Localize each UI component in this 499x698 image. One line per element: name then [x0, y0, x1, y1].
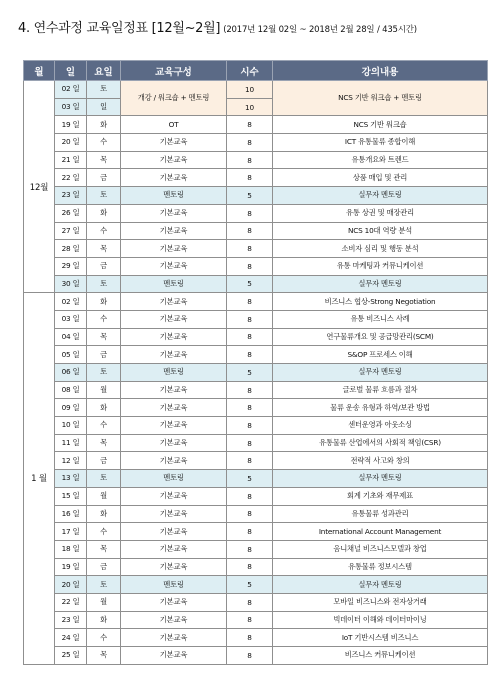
- topic-cell: 유통 상권 및 매장관리: [273, 204, 488, 222]
- topic-cell: 소비자 심리 및 행동 분석: [273, 240, 488, 258]
- table-row: [24, 593, 488, 611]
- composition-cell: 멘토링: [121, 275, 227, 293]
- composition-cell: 기본교육: [121, 134, 227, 152]
- composition-cell: 기본교육: [121, 169, 227, 187]
- composition-cell: 기본교육: [121, 629, 227, 647]
- composition-cell: 기본교육: [121, 222, 227, 240]
- hours-cell: 5: [227, 470, 273, 488]
- day-cell: 27 일: [55, 222, 87, 240]
- hours-cell: 8: [227, 151, 273, 169]
- day-cell: 24 일: [55, 629, 87, 647]
- topic-cell: 유통물류 성과관리: [273, 505, 488, 523]
- weekday-cell: 금: [87, 346, 121, 364]
- composition-cell: 기본교육: [121, 293, 227, 311]
- topic-cell: 비즈니스 협상-Strong Negotiation: [273, 293, 488, 311]
- weekday-cell: 목: [87, 151, 121, 169]
- composition-cell: 기본교육: [121, 593, 227, 611]
- hours-cell: 8: [227, 328, 273, 346]
- weekday-cell: 화: [87, 204, 121, 222]
- table-row: [24, 222, 488, 240]
- weekday-cell: 수: [87, 134, 121, 152]
- composition-cell: 기본교육: [121, 204, 227, 222]
- day-cell: 09 일: [55, 399, 87, 417]
- weekday-cell: 토: [87, 576, 121, 594]
- schedule-period: (2017년 12월 02일 ~ 2018년 2월 28일 / 435시간): [223, 25, 417, 35]
- hours-cell: 5: [227, 275, 273, 293]
- table-row: [24, 346, 488, 364]
- table-row: [24, 275, 488, 293]
- table-row: [24, 452, 488, 470]
- weekday-cell: 월: [87, 593, 121, 611]
- day-cell: 03 일: [55, 98, 87, 116]
- composition-cell: 기본교육: [121, 417, 227, 435]
- topic-cell: NCS 기반 워크숍 + 멘토링: [273, 81, 488, 116]
- table-row: [24, 417, 488, 435]
- weekday-cell: 토: [87, 470, 121, 488]
- hours-cell: 8: [227, 647, 273, 665]
- hours-cell: 8: [227, 452, 273, 470]
- header-hours: 시수: [227, 61, 273, 81]
- day-cell: 23 일: [55, 187, 87, 205]
- day-cell: 02 일: [55, 81, 87, 99]
- topic-cell: 전략적 사고와 창의: [273, 452, 488, 470]
- composition-cell: 멘토링: [121, 470, 227, 488]
- table-row: [24, 629, 488, 647]
- weekday-cell: 수: [87, 523, 121, 541]
- topic-cell: 옴니채널 비즈니스모델과 창업: [273, 540, 488, 558]
- hours-cell: 8: [227, 505, 273, 523]
- day-cell: 20 일: [55, 134, 87, 152]
- day-cell: 17 일: [55, 523, 87, 541]
- document-title: [18, 17, 488, 43]
- weekday-cell: 수: [87, 629, 121, 647]
- table-row: [24, 470, 488, 488]
- topic-cell: 실무자 멘토링: [273, 364, 488, 382]
- day-cell: 06 일: [55, 364, 87, 382]
- composition-cell: 멘토링: [121, 187, 227, 205]
- hours-cell: 8: [227, 169, 273, 187]
- topic-cell: 유통물류 산업에서의 사회적 책임(CSR): [273, 434, 488, 452]
- day-cell: 30 일: [55, 275, 87, 293]
- hours-cell: 5: [227, 364, 273, 382]
- day-cell: 19 일: [55, 116, 87, 134]
- hours-cell: 8: [227, 116, 273, 134]
- topic-cell: 실무자 멘토링: [273, 275, 488, 293]
- table-row: [24, 576, 488, 594]
- day-cell: 22 일: [55, 593, 87, 611]
- composition-cell: 기본교육: [121, 487, 227, 505]
- composition-cell: 기본교육: [121, 328, 227, 346]
- topic-cell: S&OP 프로세스 이해: [273, 346, 488, 364]
- day-cell: 02 일: [55, 293, 87, 311]
- weekday-cell: 일: [87, 98, 121, 116]
- day-cell: 20 일: [55, 576, 87, 594]
- table-row: [24, 151, 488, 169]
- topic-cell: 연구물류개요 및 공급망관리(SCM): [273, 328, 488, 346]
- topic-cell: NCS 기반 워크숍: [273, 116, 488, 134]
- hours-cell: 8: [227, 204, 273, 222]
- header-topic: 강의내용: [273, 61, 488, 81]
- day-cell: 05 일: [55, 346, 87, 364]
- weekday-cell: 월: [87, 487, 121, 505]
- day-cell: 13 일: [55, 470, 87, 488]
- hours-cell: 8: [227, 346, 273, 364]
- weekday-cell: 금: [87, 452, 121, 470]
- weekday-cell: 화: [87, 399, 121, 417]
- day-cell: 26 일: [55, 204, 87, 222]
- hours-cell: 8: [227, 540, 273, 558]
- table-row: [24, 169, 488, 187]
- hours-cell: 5: [227, 576, 273, 594]
- weekday-cell: 토: [87, 187, 121, 205]
- table-row: [24, 364, 488, 382]
- composition-cell: OT: [121, 116, 227, 134]
- hours-cell: 8: [227, 240, 273, 258]
- day-cell: 21 일: [55, 151, 87, 169]
- weekday-cell: 수: [87, 310, 121, 328]
- weekday-cell: 화: [87, 293, 121, 311]
- table-row: [24, 240, 488, 258]
- weekday-cell: 화: [87, 116, 121, 134]
- weekday-cell: 화: [87, 611, 121, 629]
- composition-cell: 기본교육: [121, 647, 227, 665]
- composition-cell: 기본교육: [121, 399, 227, 417]
- day-cell: 28 일: [55, 240, 87, 258]
- day-cell: 22 일: [55, 169, 87, 187]
- hours-cell: 8: [227, 381, 273, 399]
- table-header-row: [24, 61, 488, 81]
- table-row: [24, 611, 488, 629]
- topic-cell: 빅데이터 이해와 데이터마이닝: [273, 611, 488, 629]
- topic-cell: 물류 운송 유형과 하역/보관 방법: [273, 399, 488, 417]
- topic-cell: 센터운영과 아웃소싱: [273, 417, 488, 435]
- weekday-cell: 금: [87, 558, 121, 576]
- weekday-cell: 목: [87, 328, 121, 346]
- day-cell: 11 일: [55, 434, 87, 452]
- topic-cell: 실무자 멘토링: [273, 187, 488, 205]
- composition-cell: 기본교육: [121, 151, 227, 169]
- topic-cell: International Account Management: [273, 523, 488, 541]
- hours-cell: 8: [227, 257, 273, 275]
- schedule-title: 4. 연수과정 교육일정표 [12월~2월]: [18, 21, 221, 36]
- day-cell: 29 일: [55, 257, 87, 275]
- day-cell: 18 일: [55, 540, 87, 558]
- day-cell: 04 일: [55, 328, 87, 346]
- hours-cell: 8: [227, 222, 273, 240]
- table-row: [24, 381, 488, 399]
- day-cell: 08 일: [55, 381, 87, 399]
- day-cell: 19 일: [55, 558, 87, 576]
- weekday-cell: 목: [87, 240, 121, 258]
- day-cell: 23 일: [55, 611, 87, 629]
- header-composition: 교육구성: [121, 61, 227, 81]
- table-row: [24, 540, 488, 558]
- weekday-cell: 토: [87, 81, 121, 99]
- topic-cell: 비즈니스 커뮤니케이션: [273, 647, 488, 665]
- header-day: 일: [55, 61, 87, 81]
- topic-cell: 상품 매입 및 관리: [273, 169, 488, 187]
- topic-cell: 회계 기초와 재무제표: [273, 487, 488, 505]
- weekday-cell: 수: [87, 222, 121, 240]
- hours-cell: 8: [227, 434, 273, 452]
- table-row: [24, 328, 488, 346]
- topic-cell: 글로벌 물류 흐름과 절차: [273, 381, 488, 399]
- month-cell: 1 월: [24, 293, 55, 664]
- topic-cell: 모바일 비즈니스와 전자상거래: [273, 593, 488, 611]
- hours-cell: 8: [227, 629, 273, 647]
- composition-cell: 멘토링: [121, 364, 227, 382]
- hours-cell: 8: [227, 310, 273, 328]
- weekday-cell: 화: [87, 505, 121, 523]
- weekday-cell: 금: [87, 169, 121, 187]
- hours-cell: 8: [227, 399, 273, 417]
- month-cell: 12월: [24, 81, 55, 293]
- composition-cell: 기본교육: [121, 310, 227, 328]
- day-cell: 10 일: [55, 417, 87, 435]
- composition-cell: 개강 / 워크숍 + 멘토링: [121, 81, 227, 116]
- hours-cell: 8: [227, 417, 273, 435]
- topic-cell: NCS 10대 역량 분석: [273, 222, 488, 240]
- topic-cell: 유통 비즈니스 사례: [273, 310, 488, 328]
- table-row: [24, 523, 488, 541]
- hours-cell: 10: [227, 81, 273, 99]
- composition-cell: 기본교육: [121, 346, 227, 364]
- table-row: [24, 187, 488, 205]
- hours-cell: 5: [227, 187, 273, 205]
- composition-cell: 기본교육: [121, 540, 227, 558]
- hours-cell: 8: [227, 293, 273, 311]
- composition-cell: 기본교육: [121, 611, 227, 629]
- day-cell: 12 일: [55, 452, 87, 470]
- table-row: [24, 487, 488, 505]
- header-weekday: 요일: [87, 61, 121, 81]
- composition-cell: 기본교육: [121, 434, 227, 452]
- weekday-cell: 목: [87, 434, 121, 452]
- topic-cell: 실무자 멘토링: [273, 576, 488, 594]
- table-row: [24, 257, 488, 275]
- hours-cell: 8: [227, 487, 273, 505]
- composition-cell: 멘토링: [121, 576, 227, 594]
- composition-cell: 기본교육: [121, 381, 227, 399]
- table-row: [24, 116, 488, 134]
- table-row: [24, 134, 488, 152]
- hours-cell: 8: [227, 593, 273, 611]
- table-row: [24, 505, 488, 523]
- composition-cell: 기본교육: [121, 240, 227, 258]
- composition-cell: 기본교육: [121, 452, 227, 470]
- table-row: [24, 81, 488, 99]
- table-row: [24, 204, 488, 222]
- hours-cell: 10: [227, 98, 273, 116]
- schedule-body: [24, 81, 488, 665]
- weekday-cell: 토: [87, 275, 121, 293]
- composition-cell: 기본교육: [121, 523, 227, 541]
- hours-cell: 8: [227, 134, 273, 152]
- topic-cell: 유통 마케팅과 커뮤니케이션: [273, 257, 488, 275]
- composition-cell: 기본교육: [121, 505, 227, 523]
- weekday-cell: 토: [87, 364, 121, 382]
- topic-cell: 유통개요와 트렌드: [273, 151, 488, 169]
- day-cell: 15 일: [55, 487, 87, 505]
- hours-cell: 8: [227, 558, 273, 576]
- composition-cell: 기본교육: [121, 257, 227, 275]
- weekday-cell: 수: [87, 417, 121, 435]
- weekday-cell: 목: [87, 647, 121, 665]
- header-month: 월: [24, 61, 55, 81]
- day-cell: 03 일: [55, 310, 87, 328]
- table-row: [24, 558, 488, 576]
- schedule-table: [23, 60, 488, 665]
- table-row: [24, 647, 488, 665]
- topic-cell: IoT 기반시스템 비즈니스: [273, 629, 488, 647]
- weekday-cell: 월: [87, 381, 121, 399]
- hours-cell: 8: [227, 611, 273, 629]
- table-row: [24, 434, 488, 452]
- day-cell: 25 일: [55, 647, 87, 665]
- topic-cell: 실무자 멘토링: [273, 470, 488, 488]
- weekday-cell: 금: [87, 257, 121, 275]
- composition-cell: 기본교육: [121, 558, 227, 576]
- day-cell: 16 일: [55, 505, 87, 523]
- table-row: [24, 399, 488, 417]
- hours-cell: 8: [227, 523, 273, 541]
- topic-cell: 유통물류 정보시스템: [273, 558, 488, 576]
- table-row: [24, 310, 488, 328]
- weekday-cell: 목: [87, 540, 121, 558]
- table-row: [24, 293, 488, 311]
- topic-cell: ICT 유통물류 종합이해: [273, 134, 488, 152]
